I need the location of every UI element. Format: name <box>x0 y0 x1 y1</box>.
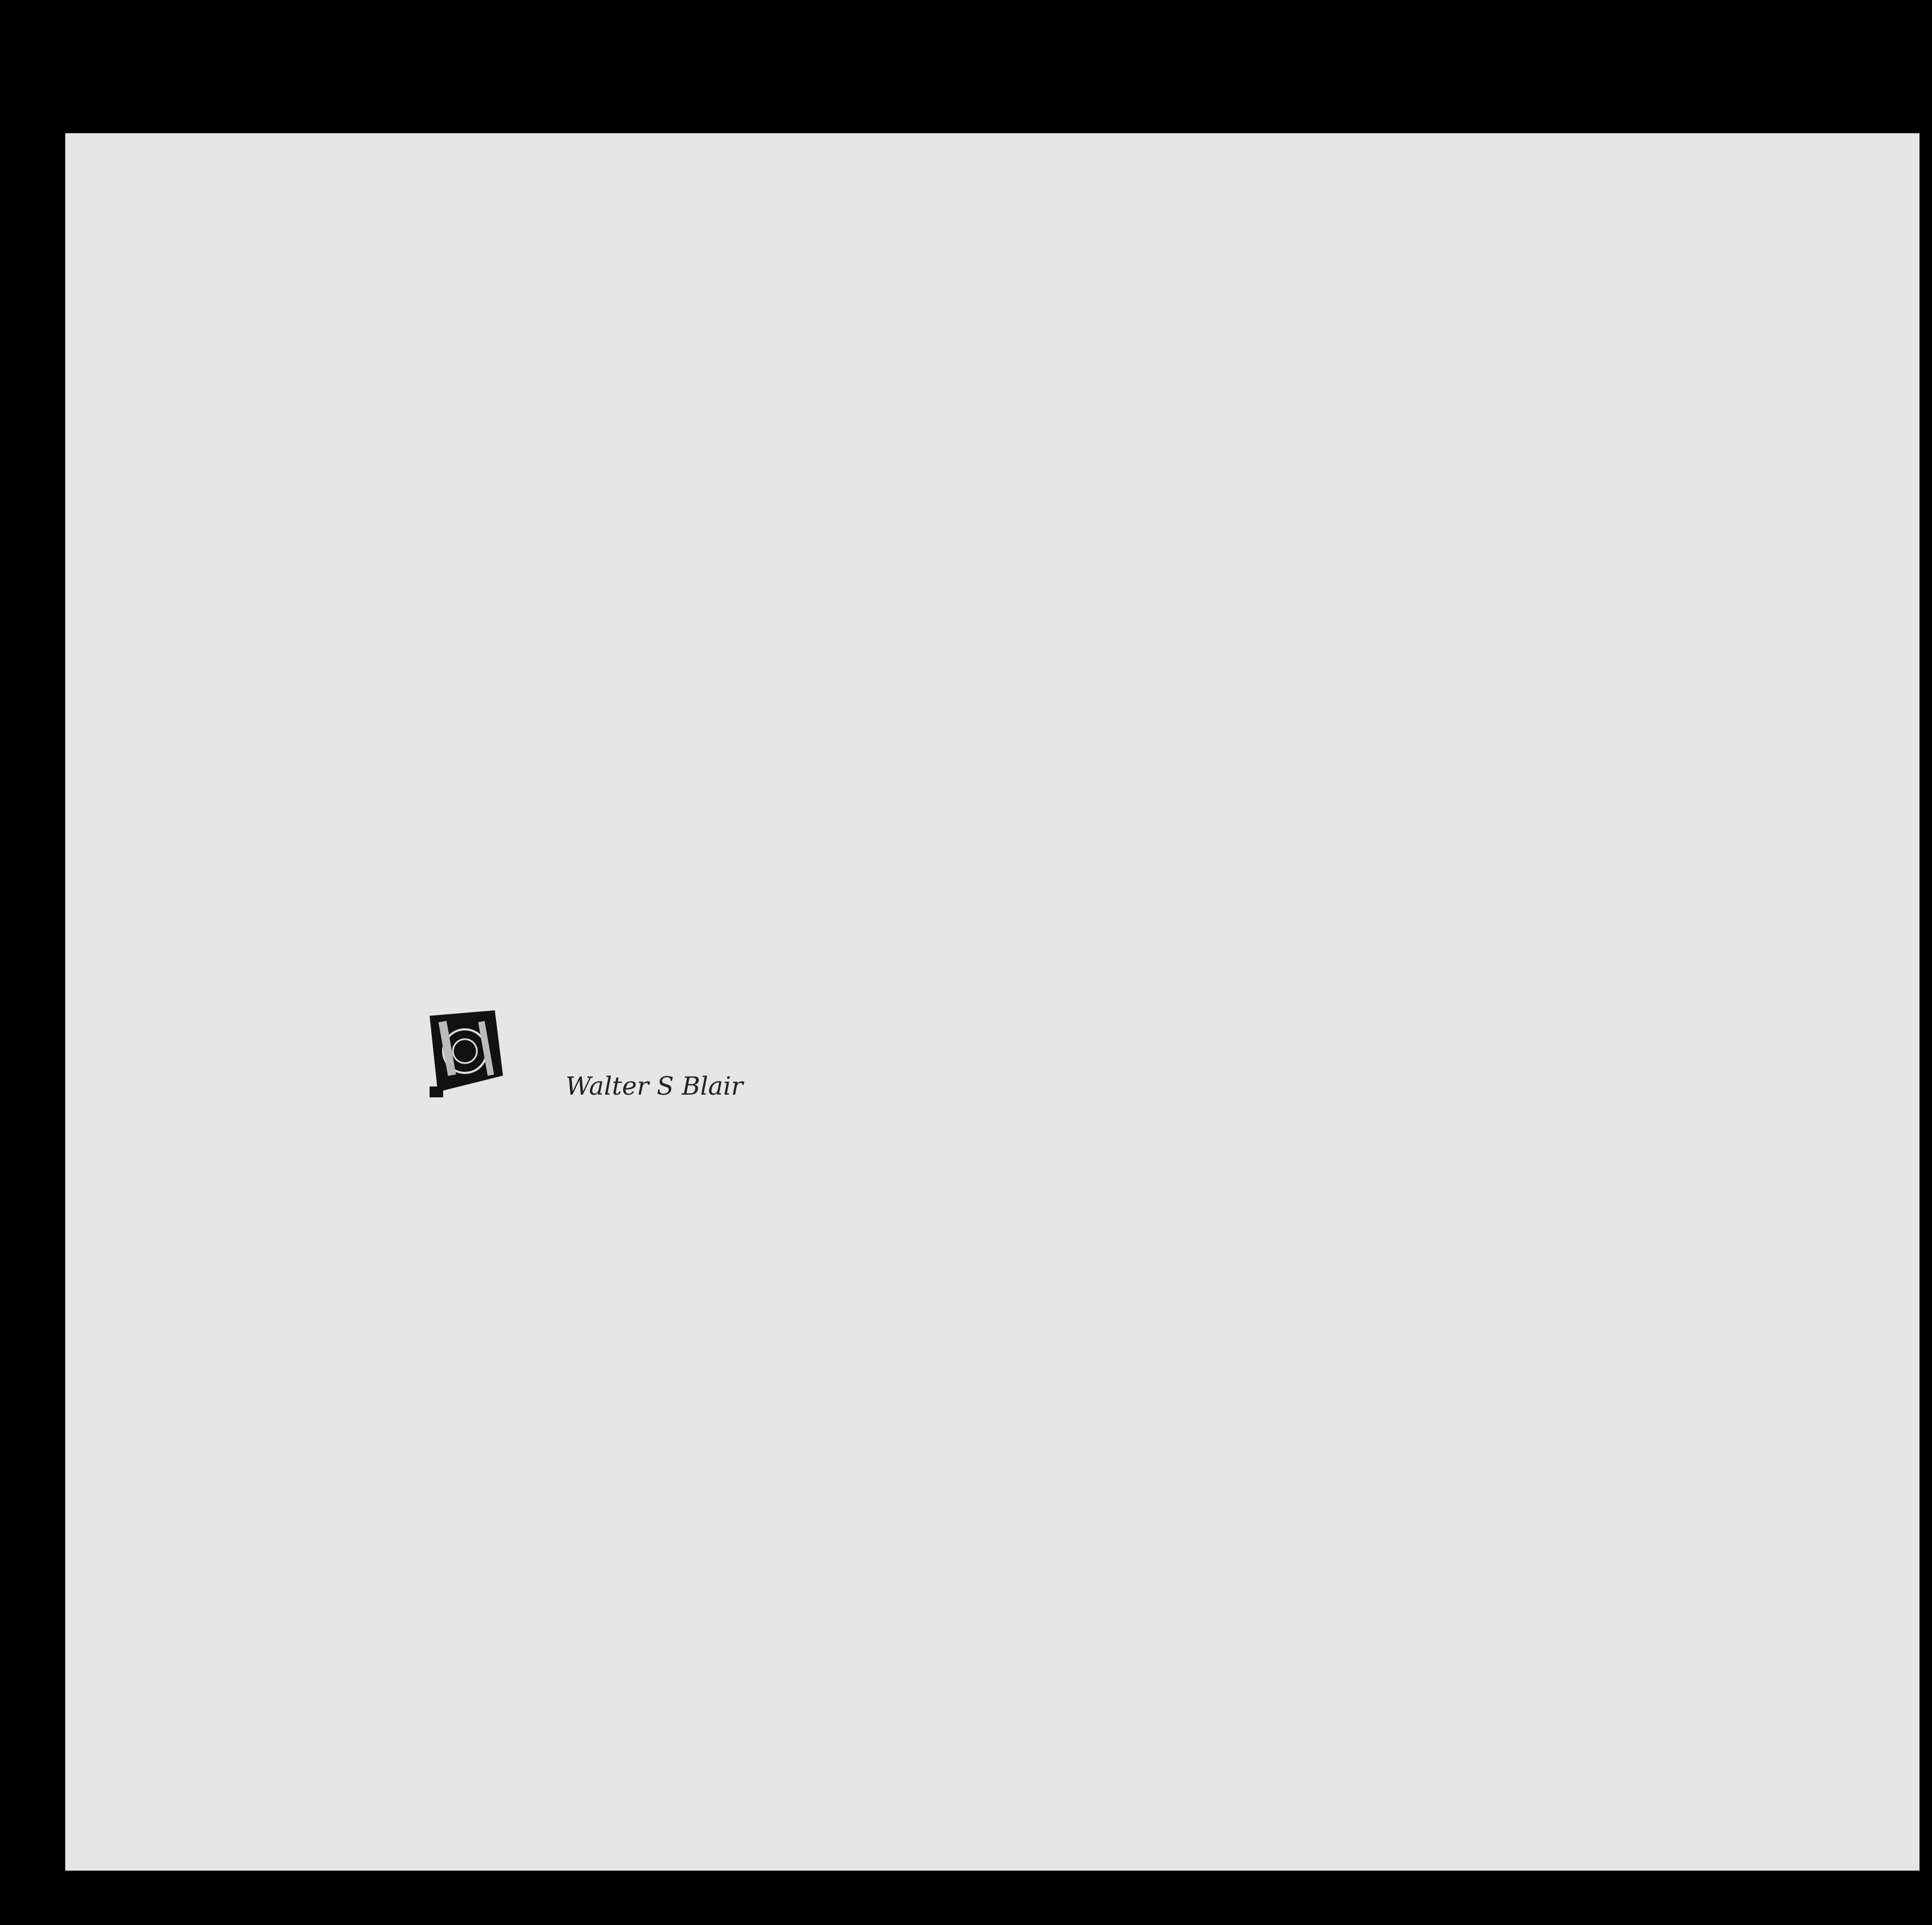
consul-signature: Walter S Blair <box>566 1071 743 1101</box>
consular-seal-icon <box>413 1010 506 1097</box>
visa-stamp <box>413 946 743 1251</box>
